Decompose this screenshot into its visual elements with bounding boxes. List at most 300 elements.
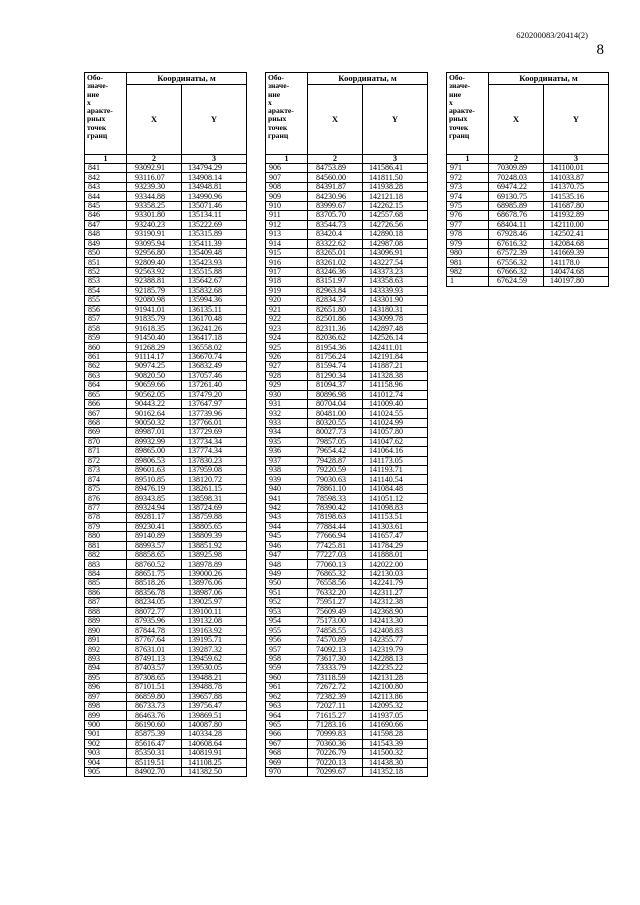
table-row — [266, 362, 428, 371]
y-coordinate-cell: 136135.11 — [182, 305, 247, 314]
table-row — [85, 399, 247, 408]
x-coordinate-cell: 69474.22 — [489, 182, 544, 191]
point-id-cell: 899 — [85, 711, 127, 720]
y-coordinate-cell: 142987.08 — [363, 239, 428, 248]
point-id-cell: 848 — [85, 230, 127, 239]
table-row — [85, 324, 247, 333]
table-row — [266, 635, 428, 644]
table-row — [85, 673, 247, 682]
y-coordinate-cell: 141669.39 — [544, 248, 609, 257]
table-row — [447, 173, 609, 182]
point-id-cell: 971 — [447, 164, 489, 173]
point-id-cell: 845 — [85, 201, 127, 210]
x-coordinate-cell: 82036.62 — [308, 333, 363, 342]
table-row — [266, 418, 428, 427]
y-coordinate-cell: 143096.91 — [363, 248, 428, 257]
y-coordinate-cell: 143301.90 — [363, 296, 428, 305]
x-coordinate-cell: 77666.94 — [308, 532, 363, 541]
x-coordinate-cell: 79220.59 — [308, 466, 363, 475]
x-coordinate-cell: 88356.78 — [127, 588, 182, 597]
table-row — [85, 749, 247, 758]
y-coordinate-cell: 141178.0 — [544, 258, 609, 267]
table-row — [266, 532, 428, 541]
y-coordinate-cell: 141100.01 — [544, 164, 609, 173]
x-coordinate-cell: 85875.39 — [127, 730, 182, 739]
table-row — [85, 248, 247, 257]
x-coordinate-cell: 93116.07 — [127, 173, 182, 182]
table-row — [266, 768, 428, 777]
header-col-number-3: 3 — [182, 155, 247, 164]
y-coordinate-cell: 138978.89 — [182, 560, 247, 569]
coordinates-table-1 — [84, 72, 247, 777]
table-row — [85, 503, 247, 512]
x-coordinate-cell: 75609.49 — [308, 607, 363, 616]
table-row — [266, 484, 428, 493]
table-row — [266, 428, 428, 437]
table-row — [266, 352, 428, 361]
header-x: X — [489, 85, 544, 155]
table-row — [85, 683, 247, 692]
point-id-cell: 943 — [266, 513, 308, 522]
x-coordinate-cell: 72672.72 — [308, 683, 363, 692]
x-coordinate-cell: 89140.89 — [127, 532, 182, 541]
y-coordinate-cell: 141328.38 — [363, 371, 428, 380]
y-coordinate-cell: 143373.23 — [363, 267, 428, 276]
y-coordinate-cell: 141057.80 — [363, 428, 428, 437]
table-row — [266, 475, 428, 484]
point-id-cell: 978 — [447, 230, 489, 239]
x-coordinate-cell: 77425.81 — [308, 541, 363, 550]
table-row — [266, 182, 428, 191]
y-coordinate-cell: 140608.64 — [182, 739, 247, 748]
y-coordinate-cell: 142502.41 — [544, 230, 609, 239]
header-col-number-1: 1 — [85, 155, 127, 164]
table-row — [85, 409, 247, 418]
y-coordinate-cell: 139100.11 — [182, 607, 247, 616]
y-coordinate-cell: 139488.21 — [182, 673, 247, 682]
table-row — [85, 739, 247, 748]
x-coordinate-cell: 67556.32 — [489, 258, 544, 267]
y-coordinate-cell: 142022.00 — [363, 560, 428, 569]
y-coordinate-cell: 142130.03 — [363, 569, 428, 578]
x-coordinate-cell: 84391.87 — [308, 182, 363, 191]
x-coordinate-cell: 91450.40 — [127, 333, 182, 342]
x-coordinate-cell: 82963.84 — [308, 286, 363, 295]
point-id-cell: 970 — [266, 768, 308, 777]
table-row — [85, 560, 247, 569]
x-coordinate-cell: 81594.74 — [308, 362, 363, 371]
y-coordinate-cell: 142355.77 — [363, 635, 428, 644]
table-row — [447, 248, 609, 257]
point-id-cell: 886 — [85, 588, 127, 597]
table-row — [266, 248, 428, 257]
x-coordinate-cell: 83999.67 — [308, 201, 363, 210]
point-id-cell: 859 — [85, 333, 127, 342]
table-row — [85, 654, 247, 663]
table-row — [85, 720, 247, 729]
y-coordinate-cell: 137729.69 — [182, 428, 247, 437]
table-row — [266, 324, 428, 333]
table-row — [266, 239, 428, 248]
table-row — [85, 343, 247, 352]
x-coordinate-cell: 89343.85 — [127, 494, 182, 503]
point-id-cell: 952 — [266, 598, 308, 607]
y-coordinate-cell: 136170.48 — [182, 315, 247, 324]
y-coordinate-cell: 141887.21 — [363, 362, 428, 371]
point-id-cell: 929 — [266, 381, 308, 390]
header-coordinates: Координаты, м — [127, 73, 247, 85]
table-row — [85, 532, 247, 541]
table-row — [266, 381, 428, 390]
table-row — [266, 541, 428, 550]
x-coordinate-cell: 87403.57 — [127, 664, 182, 673]
x-coordinate-cell: 90162.64 — [127, 409, 182, 418]
x-coordinate-cell: 68678.76 — [489, 211, 544, 220]
point-id-cell: 883 — [85, 560, 127, 569]
point-id-cell: 852 — [85, 267, 127, 276]
point-id-cell: 868 — [85, 418, 127, 427]
x-coordinate-cell: 93301.80 — [127, 211, 182, 220]
y-coordinate-cell: 141932.89 — [544, 211, 609, 220]
x-coordinate-cell: 69130.75 — [489, 192, 544, 201]
x-coordinate-cell: 89324.94 — [127, 503, 182, 512]
x-coordinate-cell: 80320.55 — [308, 418, 363, 427]
point-id-cell: 944 — [266, 522, 308, 531]
point-id-cell: 856 — [85, 305, 127, 314]
y-coordinate-cell: 139756.47 — [182, 701, 247, 710]
x-coordinate-cell: 93092.91 — [127, 164, 182, 173]
table-row — [266, 409, 428, 418]
point-id-cell: 871 — [85, 447, 127, 456]
table-row — [266, 749, 428, 758]
x-coordinate-cell: 81290.34 — [308, 371, 363, 380]
point-id-cell: 922 — [266, 315, 308, 324]
x-coordinate-cell: 89476.19 — [127, 484, 182, 493]
x-coordinate-cell: 76332.20 — [308, 588, 363, 597]
point-id-cell: 869 — [85, 428, 127, 437]
y-coordinate-cell: 142557.68 — [363, 211, 428, 220]
point-id-cell: 847 — [85, 220, 127, 229]
y-coordinate-cell: 139025.97 — [182, 598, 247, 607]
point-id-cell: 977 — [447, 220, 489, 229]
y-coordinate-cell: 141352.18 — [363, 768, 428, 777]
point-id-cell: 923 — [266, 324, 308, 333]
x-coordinate-cell: 83265.01 — [308, 248, 363, 257]
x-coordinate-cell: 67928.46 — [489, 230, 544, 239]
x-coordinate-cell: 82311.36 — [308, 324, 363, 333]
x-coordinate-cell: 92185.79 — [127, 286, 182, 295]
point-id-cell: 916 — [266, 258, 308, 267]
table-row — [266, 701, 428, 710]
table-body — [447, 164, 609, 287]
y-coordinate-cell: 141193.71 — [363, 466, 428, 475]
point-id-cell: 881 — [85, 541, 127, 550]
x-coordinate-cell: 79857.05 — [308, 437, 363, 446]
x-coordinate-cell: 70360.36 — [308, 739, 363, 748]
y-coordinate-cell: 139163.92 — [182, 626, 247, 635]
y-coordinate-cell: 142411.01 — [363, 343, 428, 352]
point-id-cell: 892 — [85, 645, 127, 654]
x-coordinate-cell: 75173.00 — [308, 617, 363, 626]
point-id-cell: 925 — [266, 343, 308, 352]
y-coordinate-cell: 138598.31 — [182, 494, 247, 503]
x-coordinate-cell: 70999.83 — [308, 730, 363, 739]
y-coordinate-cell: 141051.12 — [363, 494, 428, 503]
x-coordinate-cell: 70226.79 — [308, 749, 363, 758]
table-row — [266, 664, 428, 673]
point-id-cell: 850 — [85, 248, 127, 257]
table-row — [85, 730, 247, 739]
x-coordinate-cell: 86463.76 — [127, 711, 182, 720]
x-coordinate-cell: 83705.70 — [308, 211, 363, 220]
table-row — [85, 267, 247, 276]
table-row — [266, 201, 428, 210]
x-coordinate-cell: 93239.30 — [127, 182, 182, 191]
y-coordinate-cell: 140334.28 — [182, 730, 247, 739]
x-coordinate-cell: 93344.88 — [127, 192, 182, 201]
table-body — [85, 164, 247, 777]
point-id-cell: 927 — [266, 362, 308, 371]
x-coordinate-cell: 81756.24 — [308, 352, 363, 361]
table-row — [85, 164, 247, 173]
x-coordinate-cell: 92080.98 — [127, 296, 182, 305]
x-coordinate-cell: 91114.17 — [127, 352, 182, 361]
x-coordinate-cell: 87101.51 — [127, 683, 182, 692]
x-coordinate-cell: 91941.01 — [127, 305, 182, 314]
x-coordinate-cell: 72382.39 — [308, 692, 363, 701]
y-coordinate-cell: 141438.30 — [363, 758, 428, 767]
x-coordinate-cell: 79428.87 — [308, 456, 363, 465]
point-id-cell: 895 — [85, 673, 127, 682]
y-coordinate-cell: 134948.81 — [182, 182, 247, 191]
point-id-cell: 935 — [266, 437, 308, 446]
y-coordinate-cell: 137261.40 — [182, 381, 247, 390]
table-row — [85, 428, 247, 437]
table-row — [266, 739, 428, 748]
x-coordinate-cell: 84230.96 — [308, 192, 363, 201]
point-id-cell: 889 — [85, 617, 127, 626]
y-coordinate-cell: 135409.48 — [182, 248, 247, 257]
table-row — [85, 296, 247, 305]
y-coordinate-cell: 142311.27 — [363, 588, 428, 597]
table-row — [266, 560, 428, 569]
point-id-cell: 885 — [85, 579, 127, 588]
x-coordinate-cell: 91618.35 — [127, 324, 182, 333]
table-row — [266, 173, 428, 182]
x-coordinate-cell: 70220.13 — [308, 758, 363, 767]
point-id-cell: 853 — [85, 277, 127, 286]
table-row — [266, 315, 428, 324]
point-id-cell: 981 — [447, 258, 489, 267]
x-coordinate-cell: 70309.89 — [489, 164, 544, 173]
point-id-cell: 939 — [266, 475, 308, 484]
table-row — [85, 626, 247, 635]
point-id-cell: 953 — [266, 607, 308, 616]
x-coordinate-cell: 87844.78 — [127, 626, 182, 635]
table-row — [85, 277, 247, 286]
table-row — [266, 626, 428, 635]
y-coordinate-cell: 142241.79 — [363, 579, 428, 588]
table-row — [266, 569, 428, 578]
y-coordinate-cell: 142288.13 — [363, 654, 428, 663]
x-coordinate-cell: 82651.80 — [308, 305, 363, 314]
y-coordinate-cell: 138925.98 — [182, 550, 247, 559]
table-row — [266, 466, 428, 475]
x-coordinate-cell: 81094.37 — [308, 381, 363, 390]
table-row — [85, 371, 247, 380]
x-coordinate-cell: 93240.23 — [127, 220, 182, 229]
x-coordinate-cell: 93095.94 — [127, 239, 182, 248]
x-coordinate-cell: 91835.79 — [127, 315, 182, 324]
point-id-cell: 961 — [266, 683, 308, 692]
x-coordinate-cell: 79654.42 — [308, 447, 363, 456]
point-id-cell: 979 — [447, 239, 489, 248]
point-id-cell: 969 — [266, 758, 308, 767]
point-id-cell: 913 — [266, 230, 308, 239]
y-coordinate-cell: 135315.89 — [182, 230, 247, 239]
x-coordinate-cell: 83420.4 — [308, 230, 363, 239]
x-coordinate-cell: 84902.70 — [127, 768, 182, 777]
point-id-cell: 946 — [266, 541, 308, 550]
point-id-cell: 894 — [85, 664, 127, 673]
x-coordinate-cell: 86733.73 — [127, 701, 182, 710]
point-id-cell: 893 — [85, 654, 127, 663]
table-row — [266, 343, 428, 352]
point-id-cell: 851 — [85, 258, 127, 267]
y-coordinate-cell: 142191.84 — [363, 352, 428, 361]
x-coordinate-cell: 90820.50 — [127, 371, 182, 380]
point-id-cell: 896 — [85, 683, 127, 692]
point-id-cell: 947 — [266, 550, 308, 559]
y-coordinate-cell: 135222.69 — [182, 220, 247, 229]
y-coordinate-cell: 141009.40 — [363, 399, 428, 408]
y-coordinate-cell: 141500.32 — [363, 749, 428, 758]
header-col-number-3: 3 — [363, 155, 428, 164]
y-coordinate-cell: 142235.22 — [363, 664, 428, 673]
x-coordinate-cell: 73617.30 — [308, 654, 363, 663]
table-row — [447, 182, 609, 191]
table-row — [85, 607, 247, 616]
table-row — [85, 513, 247, 522]
table-row — [447, 192, 609, 201]
point-id-cell: 861 — [85, 352, 127, 361]
x-coordinate-cell: 78861.10 — [308, 484, 363, 493]
table-row — [85, 579, 247, 588]
header-col-number-2: 2 — [308, 155, 363, 164]
point-id-cell: 972 — [447, 173, 489, 182]
table-row — [85, 362, 247, 371]
table-row — [266, 267, 428, 276]
y-coordinate-cell: 143227.54 — [363, 258, 428, 267]
point-id-cell: 963 — [266, 701, 308, 710]
table-row — [266, 711, 428, 720]
table-row — [266, 503, 428, 512]
point-id-cell: 842 — [85, 173, 127, 182]
header-col-number-2: 2 — [127, 155, 182, 164]
table-row — [85, 192, 247, 201]
point-id-cell: 867 — [85, 409, 127, 418]
header-point-label: Обо- значе- ние х аракте- рных точек гранц — [447, 73, 489, 155]
table-row — [85, 569, 247, 578]
y-coordinate-cell: 137647.97 — [182, 399, 247, 408]
y-coordinate-cell: 141598.28 — [363, 730, 428, 739]
table-row — [85, 305, 247, 314]
point-id-cell: 942 — [266, 503, 308, 512]
x-coordinate-cell: 85350.31 — [127, 749, 182, 758]
table-row — [266, 333, 428, 342]
header-point-label: Обо- значе- ние х аракте- рных точек гранц — [266, 73, 308, 155]
x-coordinate-cell: 82834.37 — [308, 296, 363, 305]
table-row — [85, 239, 247, 248]
table-row — [266, 654, 428, 663]
x-coordinate-cell: 88760.52 — [127, 560, 182, 569]
x-coordinate-cell: 71283.16 — [308, 720, 363, 729]
table-row — [85, 598, 247, 607]
x-coordinate-cell: 89510.85 — [127, 475, 182, 484]
x-coordinate-cell: 78598.33 — [308, 494, 363, 503]
point-id-cell: 864 — [85, 381, 127, 390]
table-row — [447, 258, 609, 267]
y-coordinate-cell: 140819.91 — [182, 749, 247, 758]
point-id-cell: 903 — [85, 749, 127, 758]
y-coordinate-cell: 139287.32 — [182, 645, 247, 654]
y-coordinate-cell: 141690.66 — [363, 720, 428, 729]
point-id-cell: 924 — [266, 333, 308, 342]
y-coordinate-cell: 137774.34 — [182, 447, 247, 456]
y-coordinate-cell: 141535.16 — [544, 192, 609, 201]
y-coordinate-cell: 137739.96 — [182, 409, 247, 418]
point-id-cell: 940 — [266, 484, 308, 493]
coordinates-table-2 — [265, 72, 428, 777]
point-id-cell: 908 — [266, 182, 308, 191]
x-coordinate-cell: 83246.36 — [308, 267, 363, 276]
point-id-cell: 914 — [266, 239, 308, 248]
x-coordinate-cell: 88234.05 — [127, 598, 182, 607]
header-col-number-3: 3 — [544, 155, 609, 164]
point-id-cell: 962 — [266, 692, 308, 701]
y-coordinate-cell: 135134.11 — [182, 211, 247, 220]
x-coordinate-cell: 89865.00 — [127, 447, 182, 456]
point-id-cell: 878 — [85, 513, 127, 522]
table-row — [266, 390, 428, 399]
y-coordinate-cell: 142319.79 — [363, 645, 428, 654]
table-row — [85, 258, 247, 267]
point-id-cell: 918 — [266, 277, 308, 286]
table-row — [85, 475, 247, 484]
y-coordinate-cell: 138724.69 — [182, 503, 247, 512]
point-id-cell: 930 — [266, 390, 308, 399]
point-id-cell: 844 — [85, 192, 127, 201]
x-coordinate-cell: 88858.65 — [127, 550, 182, 559]
point-id-cell: 966 — [266, 730, 308, 739]
point-id-cell: 911 — [266, 211, 308, 220]
y-coordinate-cell: 142262.15 — [363, 201, 428, 210]
document-id: 620200083/20414(2) — [516, 30, 588, 40]
x-coordinate-cell: 67616.32 — [489, 239, 544, 248]
point-id-cell: 854 — [85, 286, 127, 295]
point-id-cell: 957 — [266, 645, 308, 654]
x-coordinate-cell: 83544.73 — [308, 220, 363, 229]
header-y: Y — [182, 85, 247, 155]
table-row — [266, 730, 428, 739]
y-coordinate-cell: 136558.02 — [182, 343, 247, 352]
coordinates-table-3 — [446, 72, 609, 287]
point-id-cell: 843 — [85, 182, 127, 191]
y-coordinate-cell: 142113.86 — [363, 692, 428, 701]
header-col-number-2: 2 — [489, 155, 544, 164]
point-id-cell: 904 — [85, 758, 127, 767]
table-row — [85, 466, 247, 475]
